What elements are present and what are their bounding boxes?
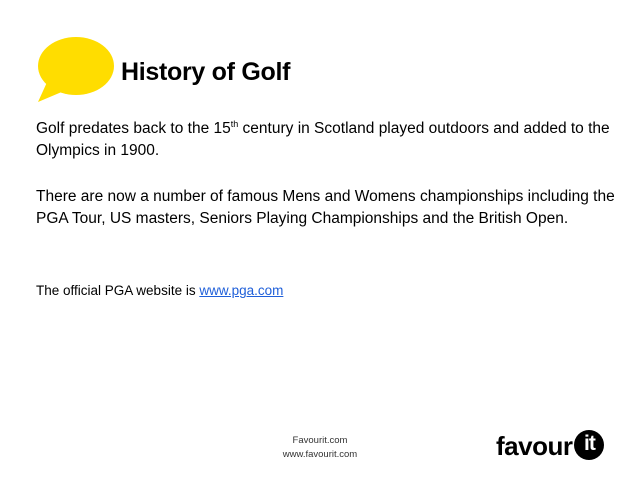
logo-wordmark: favour	[496, 431, 573, 461]
speech-bubble-icon	[30, 36, 116, 106]
paragraph-website	[36, 280, 616, 302]
footer	[230, 434, 410, 462]
paragraph-website-text: The official PGA website is	[36, 283, 200, 298]
paragraph-history	[36, 118, 616, 162]
logo-badge	[573, 429, 605, 461]
paragraph-history-text-1: Golf predates back to the 15	[36, 120, 231, 137]
paragraph-history-text-2: century in Scotland played outdoors and added to the Olympics in 1900.	[36, 120, 610, 159]
ordinal-suffix: th	[230, 118, 239, 129]
logo-badge-text: it	[584, 432, 595, 456]
footer-site-url: www.favourit.com	[282, 449, 358, 460]
footer-site-name: Favourit.com	[292, 435, 348, 446]
slide-title: History of Golf	[121, 58, 291, 86]
favourit-logo	[496, 426, 616, 466]
pga-website-link[interactable]: www.pga.com	[199, 283, 284, 298]
paragraph-championships: There are now a number of famous Mens and Womens championships including the PGA Tour, US masters, Seniors Playing Championships and the British Open.	[36, 188, 615, 227]
